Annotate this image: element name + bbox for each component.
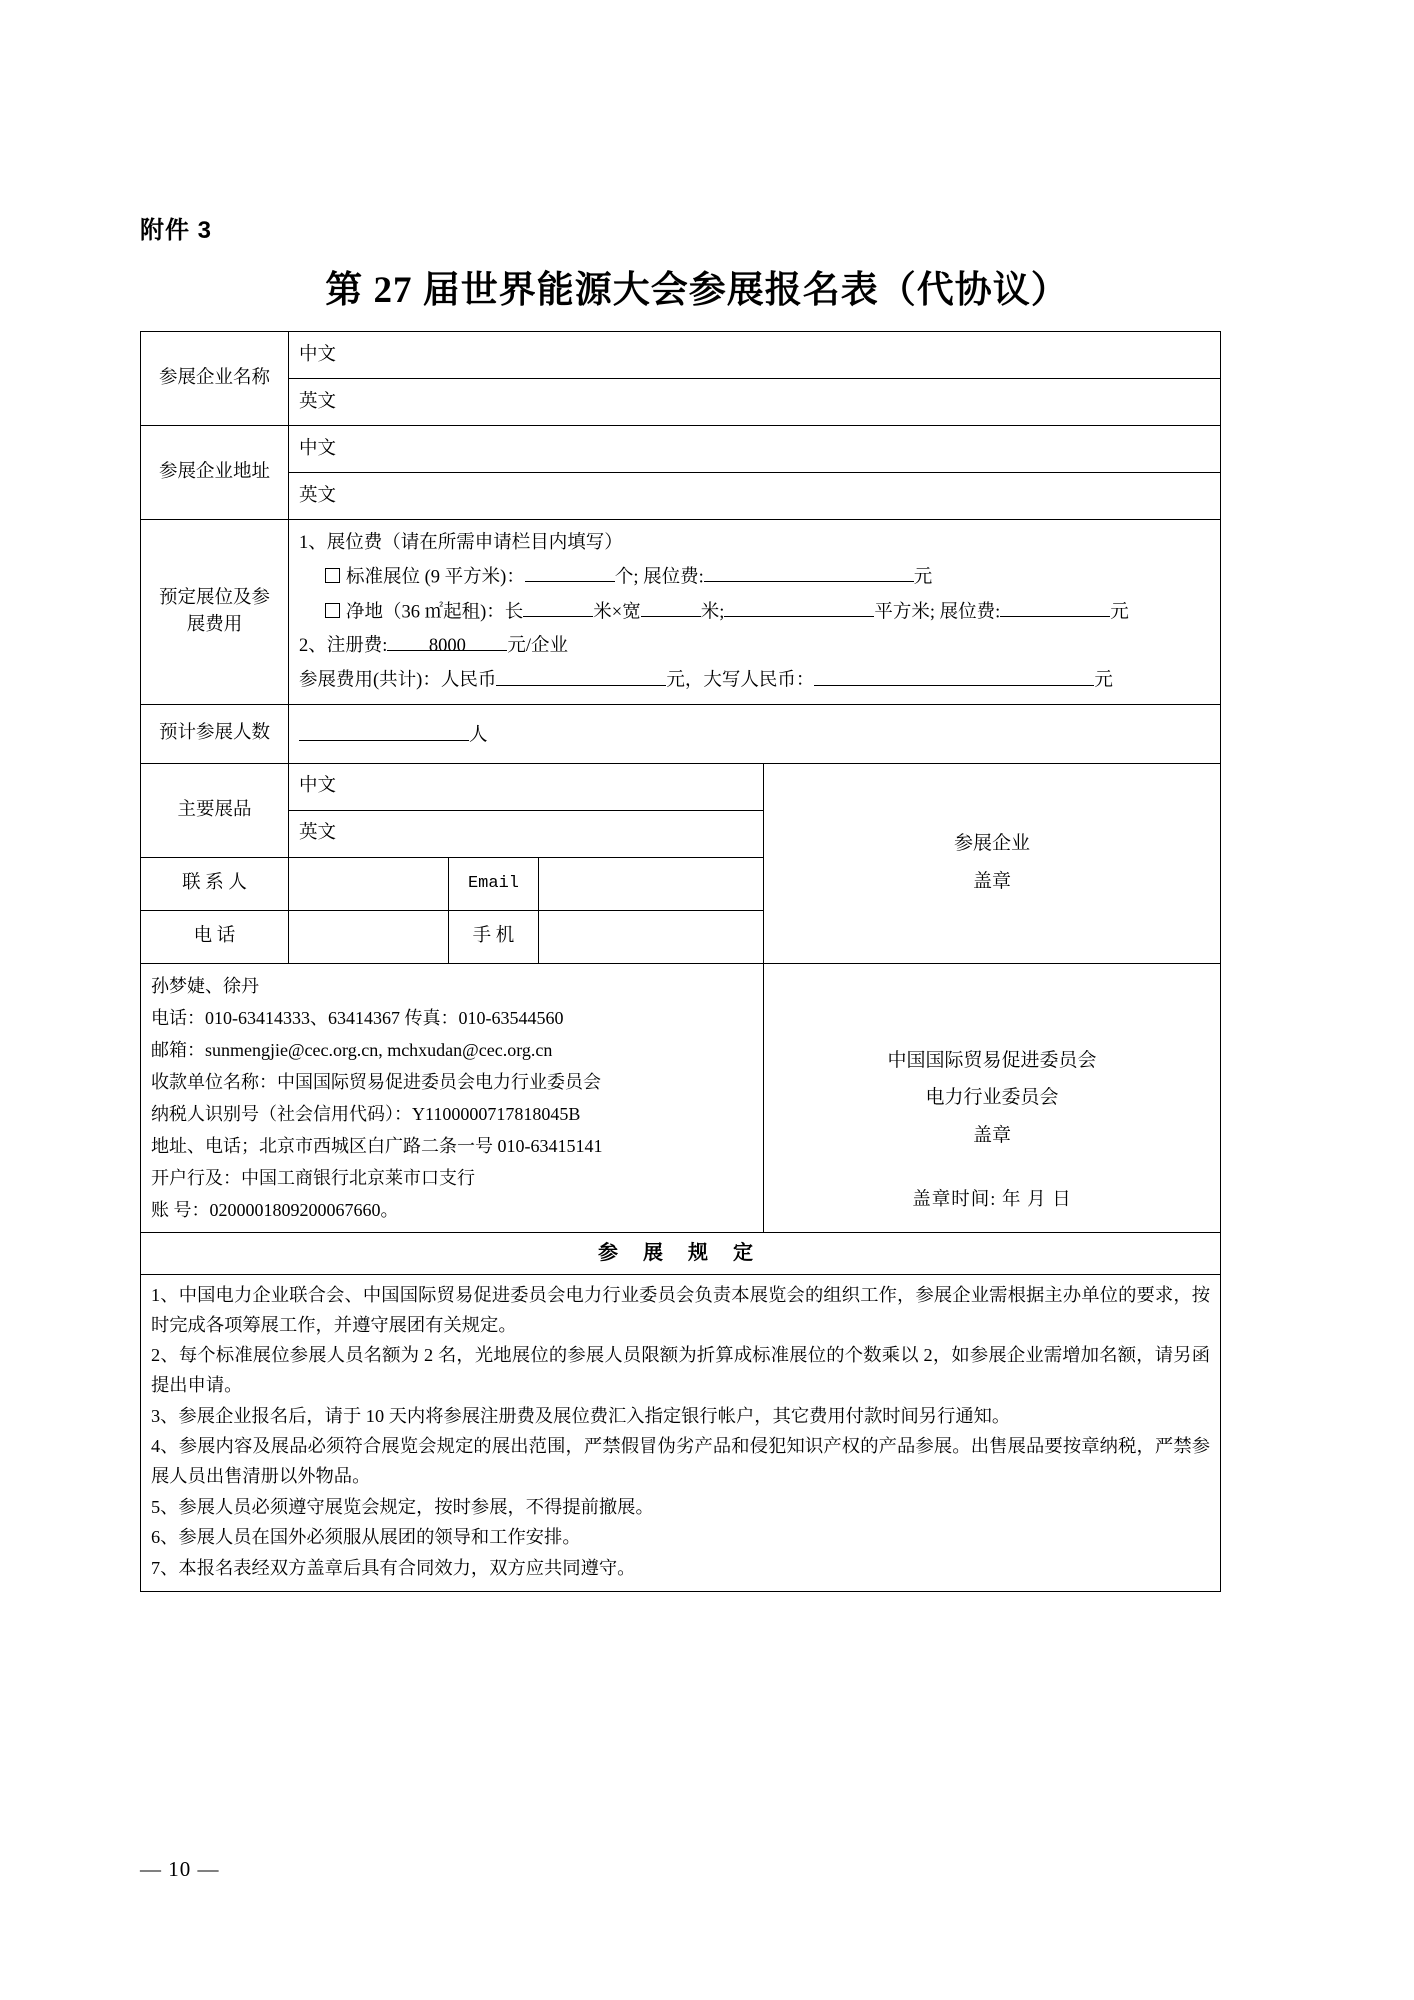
raw-space-checkbox[interactable] [325, 603, 340, 618]
booth-fee-label-line1: 预定展位及参 [158, 588, 270, 609]
organizer-seal-line3: 盖章 [973, 1124, 1012, 1146]
registration-form-table [140, 331, 1221, 1592]
table-row [141, 520, 1221, 705]
contact-email: 邮箱：sunmengjie@cec.org.cn, mchxudan@cec.org.cn [151, 1039, 553, 1060]
table-row [141, 1233, 1221, 1275]
company-address-label: 参展企业地址 [141, 426, 289, 520]
fee-standard-line [299, 560, 1210, 594]
exhibitor-seal-box [764, 763, 1221, 963]
main-exhibits-en-field[interactable]: 英文 [289, 810, 764, 857]
raw-mid3: 平方米; 展位费: [874, 601, 1001, 622]
raw-width-input[interactable] [641, 595, 701, 617]
table-row [141, 963, 1221, 1232]
company-name-en-field[interactable]: 英文 [289, 379, 1221, 426]
contact-names: 孙梦婕、徐丹 [151, 975, 259, 996]
organizer-seal-line2: 电力行业委员会 [925, 1087, 1059, 1109]
company-name-cn-field[interactable]: 中文 [289, 332, 1221, 379]
attachment-label: 附件 3 [140, 217, 213, 244]
total-fee-input[interactable] [496, 663, 666, 685]
table-row [141, 332, 1221, 379]
fee-line-1: 1、展位费（请在所需申请栏目内填写） [299, 533, 623, 553]
raw-mid1: 米×宽 [593, 601, 641, 622]
exhibitor-seal-line1: 参展企业 [954, 833, 1031, 855]
total-fee-mid: 元，大写人民币： [666, 670, 815, 691]
contact-bank: 开户行及：中国工商银行北京莱市口支行 [151, 1168, 475, 1189]
page-number: — 10 — [140, 1857, 220, 1881]
exhibitor-seal-line2: 盖章 [973, 871, 1012, 893]
table-row [141, 704, 1221, 763]
standard-booth-mid: 个; 展位费: [614, 567, 704, 588]
attendee-count-unit: 人 [469, 725, 488, 746]
standard-booth-label: 标准展位 (9 平方米)： [346, 567, 525, 588]
rules-body [141, 1275, 1221, 1591]
company-address-en-field[interactable]: 英文 [289, 473, 1221, 520]
company-address-cn-field[interactable]: 中文 [289, 426, 1221, 473]
standard-booth-unit: 元 [913, 567, 933, 588]
email-label: Email [449, 857, 539, 910]
organizer-seal-box [764, 963, 1221, 1232]
raw-space-label: 净地（36 ㎡起租)：长 [346, 601, 524, 622]
attendee-count-label: 预计参展人数 [141, 704, 289, 763]
contact-address: 地址、电话；北京市西城区白广路二条一号 010-63415141 [151, 1136, 603, 1157]
table-row [141, 763, 1221, 810]
organizer-seal-line1: 中国国际贸易促进委员会 [887, 1050, 1097, 1072]
rules-title: 参 展 规 定 [141, 1233, 1221, 1275]
phone-label: 电 话 [141, 910, 289, 963]
rule-item: 1、中国电力企业联合会、中国国际贸易促进委员会电力行业委员会负责本展览会的组织工作，参展企业需根据主办单位的要求，按时完成各项筹展工作，并遵守展团有关规定。 [151, 1285, 1211, 1335]
table-row [141, 1275, 1221, 1591]
organizer-contact-block [141, 963, 764, 1232]
rule-item: 4、参展内容及展品必须符合展览会规定的展出范围，严禁假冒伪劣产品和侵犯知识产权的产品参展。出售展品要按章纳税，严禁参展人员出售清册以外物品。 [151, 1436, 1211, 1486]
main-exhibits-cn-field[interactable]: 中文 [289, 763, 764, 810]
raw-fee-input[interactable] [1000, 595, 1110, 617]
contact-payee: 收款单位名称：中国国际贸易促进委员会电力行业委员会 [151, 1071, 601, 1092]
fee-raw-line [299, 595, 1210, 629]
raw-mid2: 米; [700, 601, 725, 622]
standard-booth-count-input[interactable] [525, 560, 615, 582]
registration-fee-unit: 元/企业 [507, 636, 569, 657]
attendee-count-input[interactable] [299, 718, 469, 740]
rule-item: 3、参展企业报名后，请于 10 天内将参展注册费及展位费汇入指定银行帐户，其它费用付款时间另行通知。 [151, 1405, 1011, 1426]
registration-fee-value[interactable]: 8000 [387, 629, 507, 651]
main-exhibits-label: 主要展品 [141, 763, 289, 857]
mobile-label: 手 机 [449, 910, 539, 963]
total-fee-unit: 元 [1094, 670, 1113, 691]
booth-fee-label [141, 520, 289, 705]
table-row [141, 426, 1221, 473]
standard-booth-fee-input[interactable] [704, 560, 914, 582]
standard-booth-checkbox[interactable] [325, 568, 340, 583]
registration-fee-label: 2、注册费: [299, 636, 388, 657]
attendee-count-cell [289, 704, 1221, 763]
contact-account: 账 号：0200001809200067660。 [151, 1200, 399, 1221]
raw-length-input[interactable] [523, 595, 593, 617]
total-fee-label: 参展费用(共计)：人民币 [299, 670, 497, 691]
total-fee-words-input[interactable] [814, 663, 1094, 685]
rule-item: 7、本报名表经双方盖章后具有合同效力，双方应共同遵守。 [151, 1557, 636, 1578]
contact-tel: 电话：010-63414333、63414367 传真：010-63544560 [151, 1007, 564, 1028]
phone-input[interactable] [289, 910, 449, 963]
raw-area-input[interactable] [724, 595, 874, 617]
contact-taxid: 纳税人识别号（社会信用代码）：Y1100000717818045B [151, 1104, 581, 1125]
rule-item: 2、每个标准展位参展人员名额为 2 名，光地展位的参展人员限额为折算成标准展位的个数乘以 2，如参展企业需增加名额，请另函提出申请。 [151, 1345, 1211, 1396]
company-name-label: 参展企业名称 [141, 332, 289, 426]
seal-date-label: 盖章时间: 年 月 日 [912, 1190, 1072, 1211]
rule-item: 5、参展人员必须遵守展览会规定，按时参展，不得提前撤展。 [151, 1496, 654, 1517]
page-title: 第 27 届世界能源大会参展报名表（代协议） [325, 270, 1069, 311]
rule-item: 6、参展人员在国外必须服从展团的领导和工作安排。 [151, 1527, 581, 1548]
contact-person-input[interactable] [289, 857, 449, 910]
fee-registration-line [299, 629, 1210, 663]
mobile-input[interactable] [539, 910, 764, 963]
table-row [141, 379, 1221, 426]
email-input[interactable] [539, 857, 764, 910]
booth-fee-cell [289, 520, 1221, 705]
table-row [141, 473, 1221, 520]
raw-unit: 元 [1110, 601, 1129, 622]
fee-total-line [299, 663, 1210, 697]
contact-person-label: 联 系 人 [141, 857, 289, 910]
booth-fee-label-line2: 展费用 [186, 614, 243, 635]
